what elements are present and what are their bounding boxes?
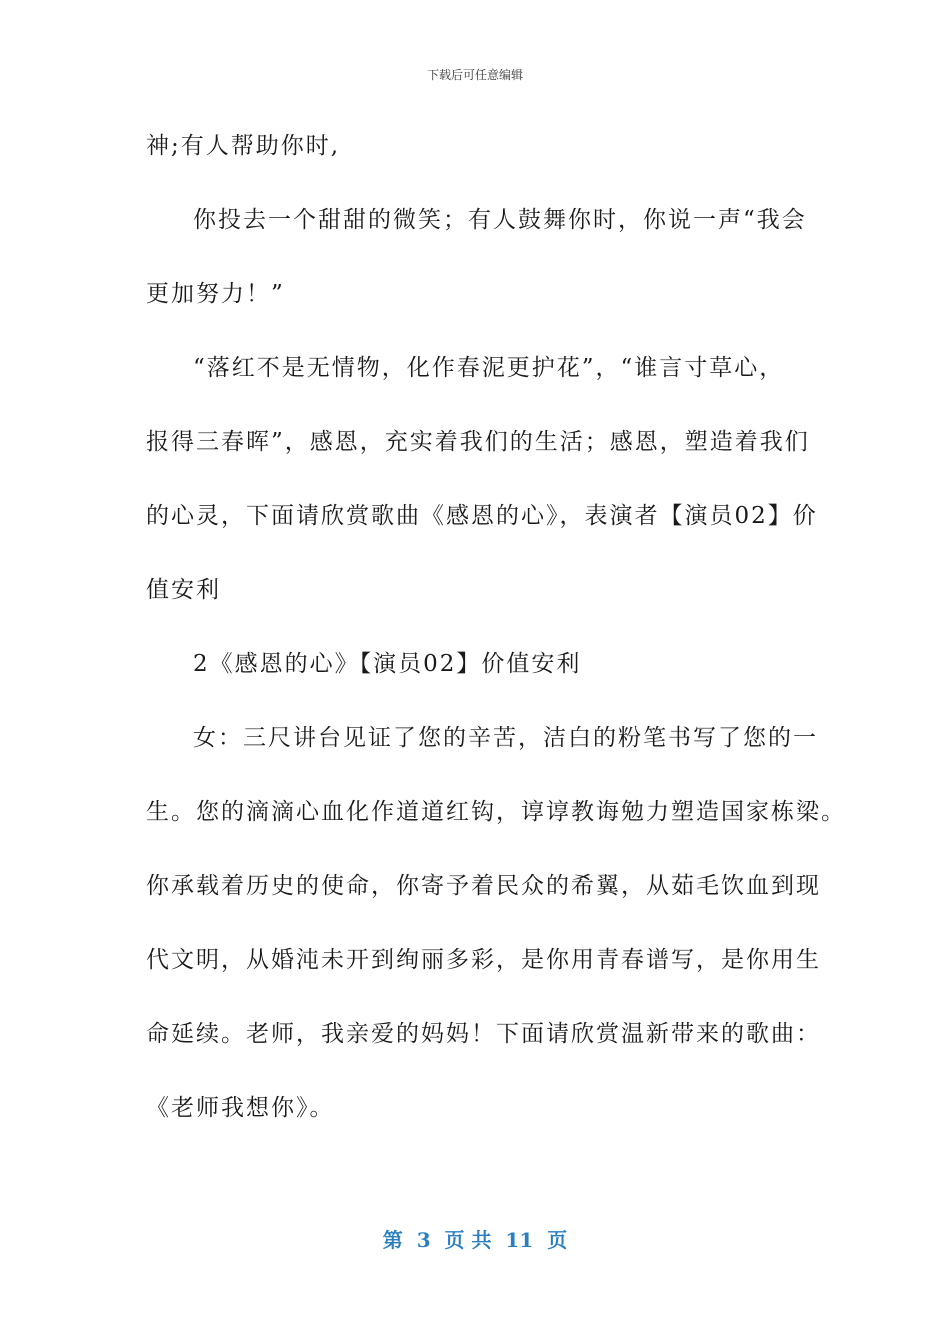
paragraph-line: 你投去一个甜甜的微笑；有人鼓舞你时，你说一声“我会 xyxy=(193,207,807,233)
paragraph-line: 女：三尺讲台见证了您的辛苦，洁白的粉笔书写了您的一 xyxy=(193,725,818,751)
paragraph-line: 的心灵，下面请欣赏歌曲《感恩的心》，表演者【演员02】价 xyxy=(146,503,818,529)
paragraph-line: 值安利 xyxy=(146,577,221,603)
paragraph-line: 你承载着历史的使命，你寄予着民众的希翼，从茹毛饮血到现 xyxy=(146,873,821,899)
paragraph-line: 报得三春晖”，感恩，充实着我们的生活；感恩，塑造着我们 xyxy=(146,429,810,455)
document-body xyxy=(146,121,846,1157)
paragraph-line: 命延续。老师，我亲爱的妈妈！下面请欣赏温新带来的歌曲： xyxy=(146,1021,821,1047)
page-number-footer: 第 3 页 共 11 页 xyxy=(382,1228,568,1252)
paragraph-line: 神;有人帮助你时, xyxy=(146,133,341,159)
paragraph-line: “落红不是无情物，化作春泥更护花”，“谁言寸草心， xyxy=(193,355,785,381)
paragraph-line: 更加努力！” xyxy=(146,281,285,307)
paragraph-line: 《老师我想你》。 xyxy=(146,1095,335,1121)
page-header: 下载后可任意编辑 xyxy=(426,68,523,82)
paragraph-line: 2《感恩的心》【演员02】价值安利 xyxy=(193,651,582,677)
paragraph-line: 生。您的滴滴心血化作道道红钩，谆谆教诲勉力塑造国家栋梁。 xyxy=(146,799,846,825)
paragraph-line: 代文明，从婚沌未开到绚丽多彩，是你用青春谱写，是你用生 xyxy=(146,947,821,973)
